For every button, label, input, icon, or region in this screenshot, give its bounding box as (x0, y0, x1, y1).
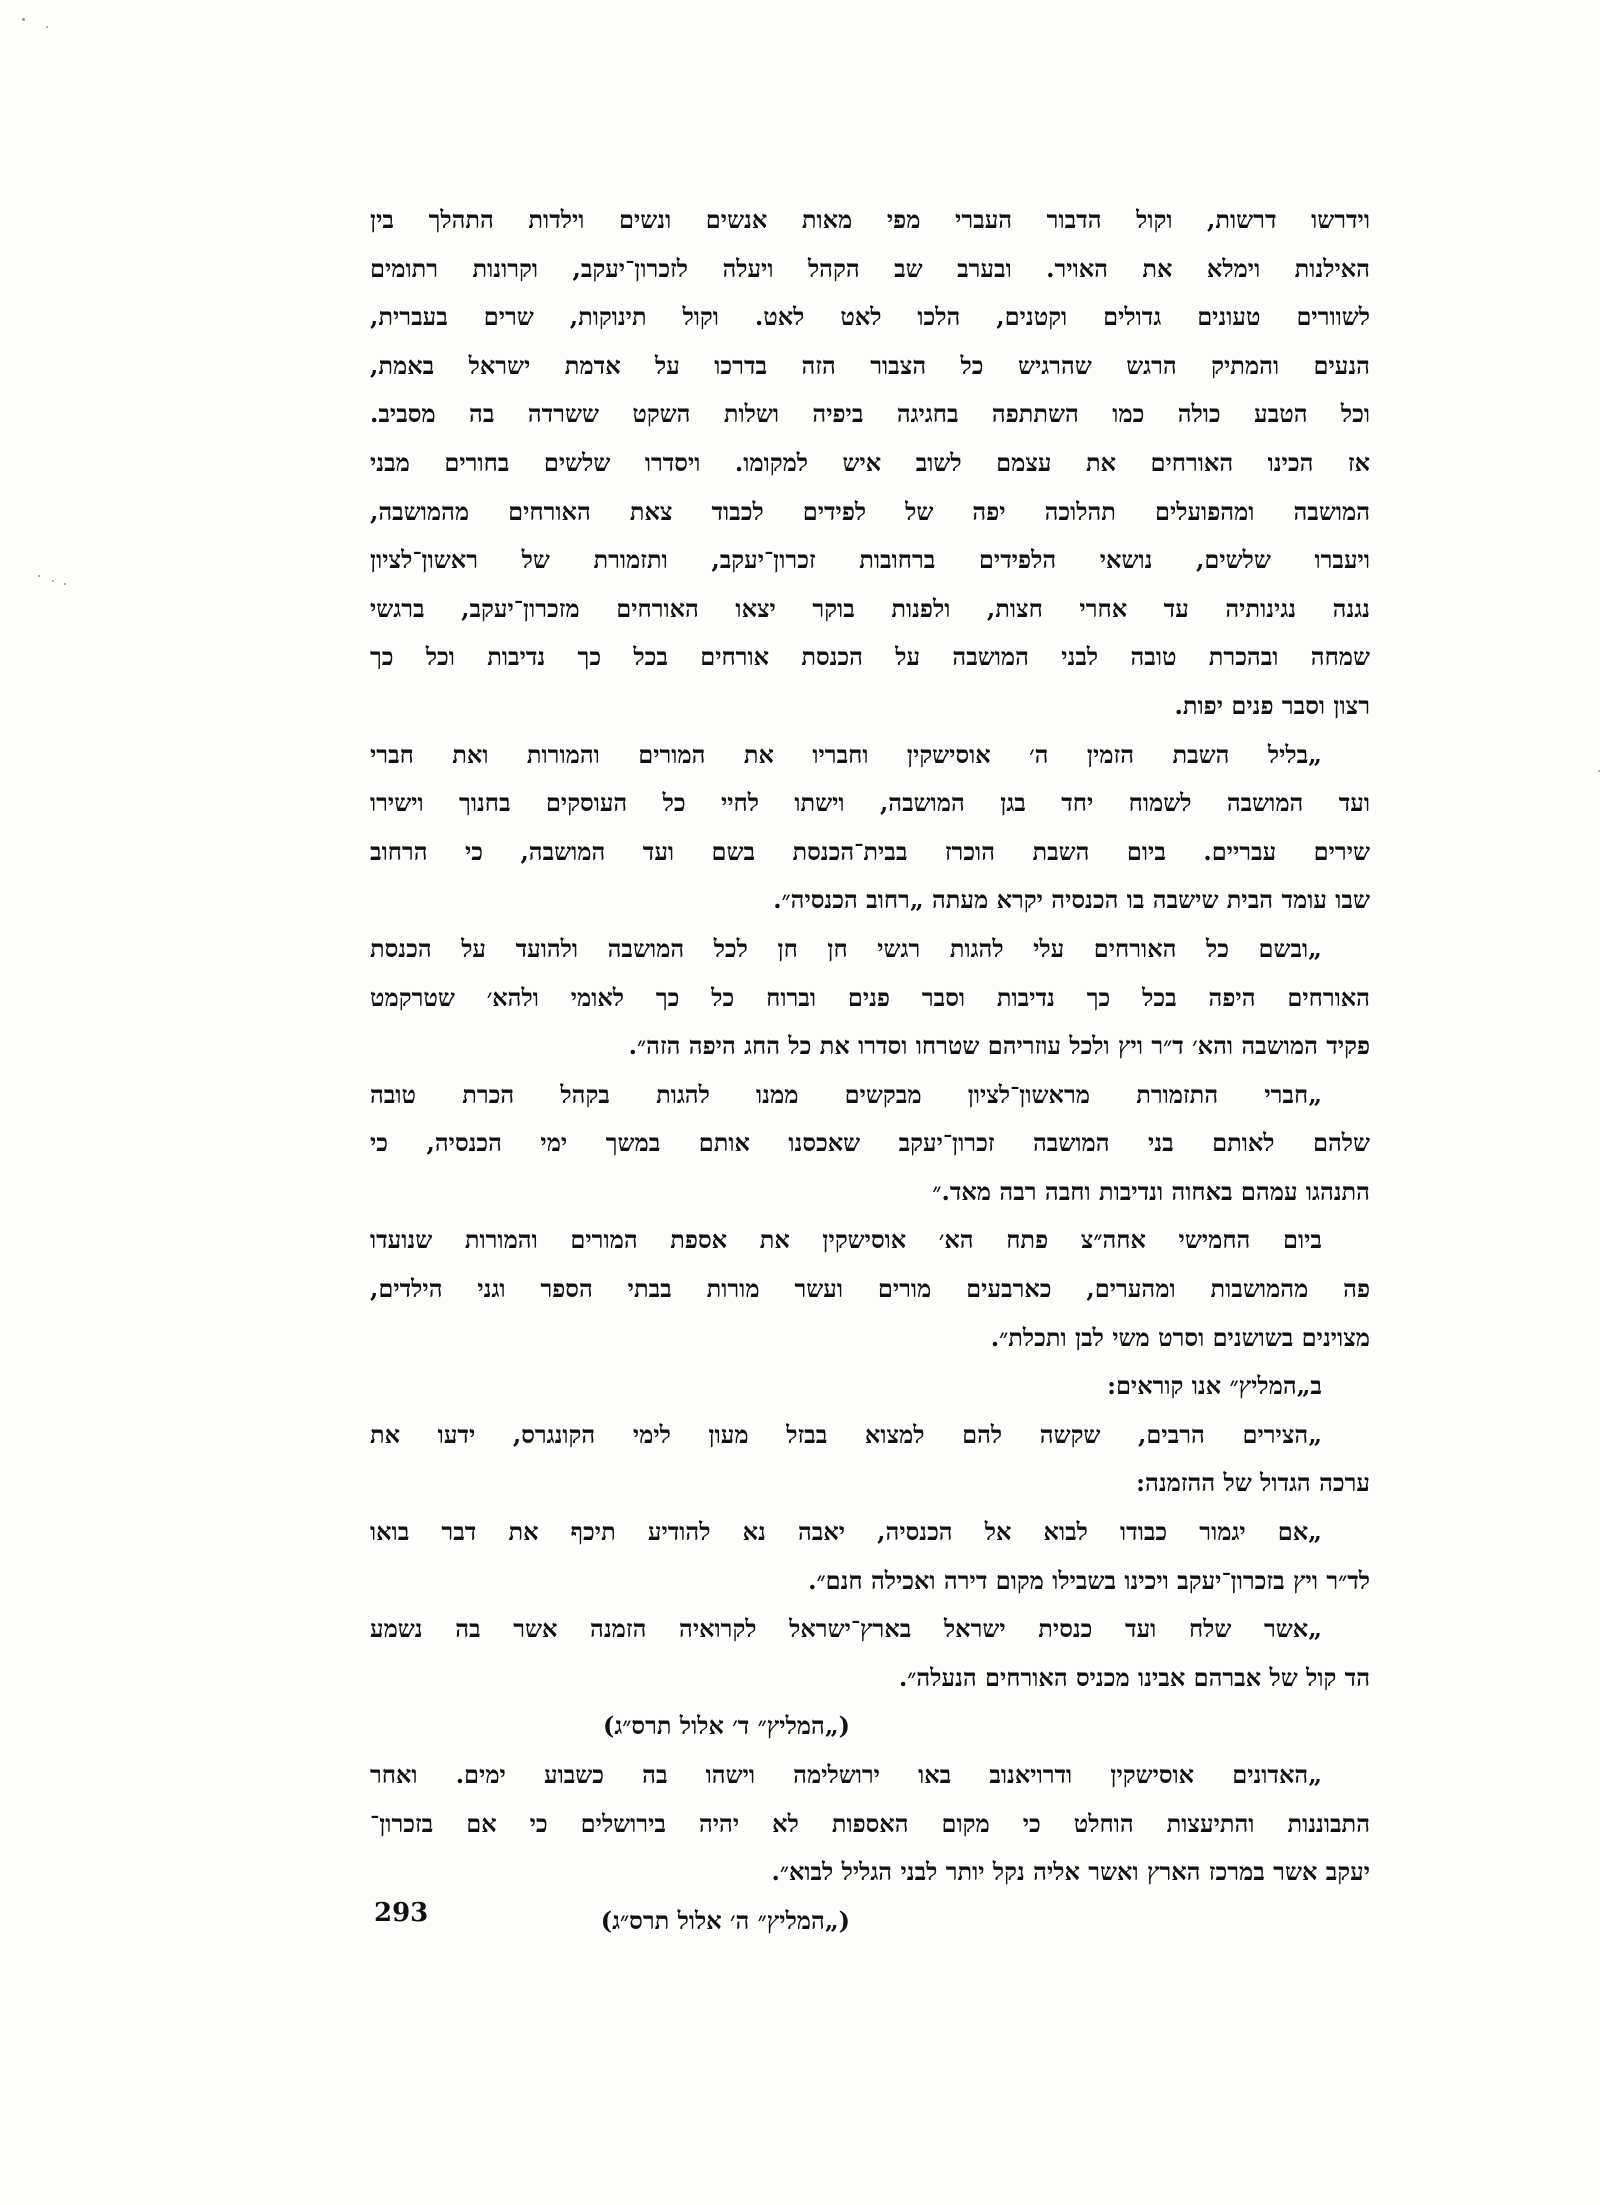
text-line: המושבה ומהפועלים תהלוכה יפה של לפידים לכבוד צאת האורחים מהמושבה, (370, 496, 1370, 526)
text-line: פה מהמושבות ומהערים, כארבעים מורים ועשר מורות בבתי הספר וגני הילדים, (370, 1274, 1370, 1304)
text-line: ביום החמישי אחה״צ פתח הא׳ אוסישקין את אספת המורים והמורות שנועדו (370, 1225, 1322, 1255)
text-line: האילנות וימלא את האויר. ובערב שב הקהל ויעלה לזכרון־יעקב, וקרונות רתומים (370, 253, 1370, 283)
text-line: „אשר שלח ועד כנסית ישראל בארץ־ישראל לקרואיה הזמנה אשר בה נשמע (370, 1614, 1322, 1644)
text-line: ב„המליץ״ אנו קוראים: (1107, 1371, 1322, 1401)
source-citation: („המליץ״ ד׳ אלול תרס״ג) (603, 1711, 850, 1741)
text-line: רצון וסבר פנים יפות. (1174, 690, 1370, 720)
text-line: שמחה ובהכרת טובה לבני המושבה על הכנסת אורחים בכל כך נדיבות וכל כך (370, 642, 1370, 672)
source-citation: („המליץ״ ה׳ אלול תרס״ג) (600, 1905, 850, 1935)
text-line: „האדונים אוסישקין ודרויאנוב באו ירושלימה וישהו בה כשבוע ימים. ואחר (370, 1760, 1322, 1789)
text-line: ועד המושבה לשמוח יחד בגן המושבה, וישתו לחיי כל העוסקים בחנוך וישירו (370, 788, 1370, 818)
text-line: ויעברו שלשים, נושאי הלפידים ברחובות זכרון־יעקב, ותזמורת של ראשון־לציון (370, 545, 1370, 575)
text-line: וידרשו דרשות, וקול הדבור העברי מפי מאות אנשים ונשים וילדות התהלך בין (370, 205, 1370, 234)
scan-speck (64, 583, 66, 585)
text-line: „בליל השבת הזמין ה׳ אוסישקין וחבריו את המורים והמורות ואת חברי (370, 739, 1322, 769)
text-line: פקיד המושבה והא׳ ד״ר ויץ ולכל עוזריהם שטרחו וסדרו את כל החג היפה הזה״. (628, 1031, 1370, 1061)
scan-speck (38, 575, 40, 577)
scan-speck (46, 26, 48, 28)
body-text (370, 196, 1370, 1945)
text-line: „אם יגמור כבודו לבוא אל הכנסיה, יאבה נא להודיע תיכף את דבר בואו (370, 1517, 1322, 1547)
text-line: לד״ר ויץ בזכרון־יעקב ויכינו בשבילו מקום דירה ואכילה חנם״. (808, 1565, 1370, 1595)
text-line: הד קול של אברהם אבינו מכניס האורחים הנעלה״. (898, 1662, 1370, 1692)
text-line: התנהגו עמהם באחוה ונדיבות וחבה רבה מאד.״ (932, 1176, 1370, 1206)
text-line: ערכה הגדול של ההזמנה: (1136, 1468, 1370, 1498)
text-line: יעקב אשר במרכז הארץ ואשר אליה נקל יותר לבני הגליל לבוא״. (771, 1857, 1370, 1887)
scan-speck (22, 18, 25, 21)
page-number: 293 (374, 1898, 429, 1928)
text-line: נגנה נגינותיה עד אחרי חצות, ולפנות בוקר יצאו האורחים מזכרון־יעקב, ברגשי (370, 593, 1370, 623)
text-line: התבוננות והתיעצות הוחלט כי מקום האספות לא יהיה בירושלים כי אם בזכרון־ (370, 1808, 1370, 1838)
text-line: הנעים והמתיק הרגש שהרגיש כל הצבור הזה בדרכו על אדמת ישראל באמת, (370, 350, 1370, 380)
scan-speck (52, 580, 54, 582)
text-line: „הצירים הרבים, שקשה להם למצוא בבזל מעון לימי הקונגרס, ידעו את (370, 1419, 1322, 1449)
text-line: „חברי התזמורת מראשון־לציון מבקשים ממנו להגות בקהל הכרת טובה (370, 1079, 1322, 1109)
text-line: אז הכינו האורחים את עצמם לשוב איש למקומו. ויסדרו שלשים בחורים מבני (370, 447, 1370, 477)
text-line: שלהם לאותם בני המושבה זכרון־יעקב שאכסנו אותם במשך ימי הכנסיה, כי (370, 1128, 1370, 1158)
text-line: וכל הטבע כולה כמו השתתפה בחגיגה ביפיה ושלות השקט ששרדה בה מסביב. (370, 399, 1370, 429)
text-line: לשוורים טעונים גדולים וקטנים, הלכו לאט לאט. וקול תינוקות, שרים בעברית, (370, 302, 1370, 332)
text-line: שבו עומד הבית שישבה בו הכנסיה יקרא מעתה „רחוב הכנסיה״. (773, 885, 1370, 915)
text-line: שירים עבריים. ביום השבת הוכרז בבית־הכנסת בשם ועד המושבה, כי הרחוב (370, 836, 1370, 866)
text-line: „ובשם כל האורחים עלי להגות רגשי חן חן לכל המושבה ולהועד על הכנסת (370, 933, 1322, 963)
text-line: מצוינים בשושנים וסרט משי לבן ותכלת״. (990, 1322, 1370, 1352)
text-line: האורחים היפה בכל כך נדיבות וסבר פנים וברוח כל כך לאומי ולהא׳ שטרקמט (370, 982, 1370, 1012)
